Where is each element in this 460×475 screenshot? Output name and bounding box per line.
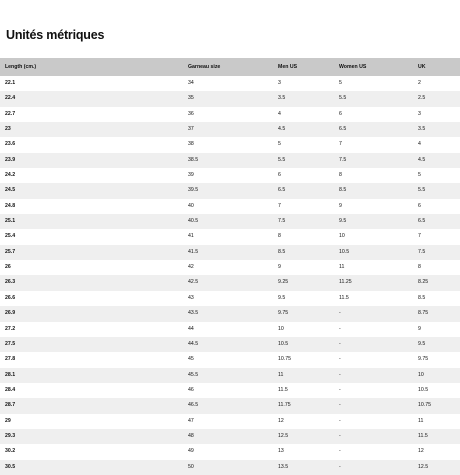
cell-length: 28.1 xyxy=(5,371,16,378)
cell-men-us: 6.5 xyxy=(278,187,286,194)
table-row xyxy=(0,122,460,137)
cell-length: 23.9 xyxy=(5,156,16,163)
cell-uk: 6 xyxy=(418,202,421,209)
cell-uk: 8.5 xyxy=(418,294,426,301)
cell-garneau-size: 37 xyxy=(188,126,194,133)
cell-uk: 4 xyxy=(418,141,421,148)
header-row xyxy=(0,58,460,76)
cell-length: 27.8 xyxy=(5,356,16,363)
cell-men-us: 10.75 xyxy=(278,356,291,363)
cell-garneau-size: 45 xyxy=(188,356,194,363)
cell-uk: 10.5 xyxy=(418,386,429,393)
table-row xyxy=(0,414,460,429)
cell-length: 29 xyxy=(5,417,11,424)
table-row xyxy=(0,352,460,367)
cell-length: 26.3 xyxy=(5,279,16,286)
table-row xyxy=(0,383,460,398)
cell-women-us: 9 xyxy=(339,202,342,209)
table-row xyxy=(0,306,460,321)
cell-length: 22.1 xyxy=(5,80,16,86)
table-row xyxy=(0,229,460,244)
cell-garneau-size: 45.5 xyxy=(188,371,199,378)
cell-length: 24.8 xyxy=(5,202,16,209)
cell-women-us: 6 xyxy=(339,110,342,117)
cell-length: 25.4 xyxy=(5,233,16,240)
cell-uk: 10 xyxy=(418,371,424,378)
cell-men-us: 12 xyxy=(278,417,284,424)
cell-garneau-size: 39 xyxy=(188,172,194,179)
cell-garneau-size: 42.5 xyxy=(188,279,199,286)
cell-garneau-size: 40 xyxy=(188,202,194,209)
size-conversion-table xyxy=(0,58,460,475)
cell-garneau-size: 49 xyxy=(188,448,194,455)
cell-garneau-size: 42 xyxy=(188,264,194,271)
cell-uk: 3 xyxy=(418,110,421,117)
cell-women-us: - xyxy=(339,371,341,378)
cell-uk: 11 xyxy=(418,417,424,424)
cell-women-us: - xyxy=(339,463,341,470)
cell-length: 24.5 xyxy=(5,187,16,194)
table-row xyxy=(0,275,460,290)
cell-length: 30.2 xyxy=(5,448,16,455)
cell-garneau-size: 44.5 xyxy=(188,340,199,347)
cell-length: 25.1 xyxy=(5,218,16,225)
cell-uk: 12.5 xyxy=(418,463,429,470)
cell-length: 28.4 xyxy=(5,386,16,393)
cell-garneau-size: 43 xyxy=(188,294,194,301)
cell-length: 26 xyxy=(5,264,11,271)
cell-women-us: 10 xyxy=(339,233,345,240)
cell-uk: 6.5 xyxy=(418,218,426,225)
cell-women-us: - xyxy=(339,310,341,317)
cell-garneau-size: 41.5 xyxy=(188,248,199,255)
cell-men-us: 4.5 xyxy=(278,126,286,133)
table-row xyxy=(0,76,460,91)
cell-men-us: 12.5 xyxy=(278,432,289,439)
header-women-us: Women US xyxy=(334,58,413,76)
cell-length: 25.7 xyxy=(5,248,16,255)
table-row xyxy=(0,214,460,229)
cell-men-us: 9.25 xyxy=(278,279,289,286)
cell-length: 29.3 xyxy=(5,432,16,439)
cell-women-us: 11.25 xyxy=(339,279,352,286)
cell-garneau-size: 44 xyxy=(188,325,194,332)
cell-garneau-size: 48 xyxy=(188,432,194,439)
cell-women-us: 6.5 xyxy=(339,126,347,133)
cell-length: 27.5 xyxy=(5,340,16,347)
cell-length: 23.6 xyxy=(5,141,16,148)
cell-uk: 5 xyxy=(418,172,421,179)
cell-garneau-size: 47 xyxy=(188,417,194,424)
cell-men-us: 3.5 xyxy=(278,95,286,102)
cell-garneau-size: 34 xyxy=(188,80,194,86)
cell-men-us: 13.5 xyxy=(278,463,289,470)
cell-women-us: - xyxy=(339,448,341,455)
table-row xyxy=(0,137,460,152)
page-title: Unités métriques xyxy=(6,28,105,42)
cell-uk: 8.25 xyxy=(418,279,429,286)
cell-uk: 8 xyxy=(418,264,421,271)
cell-uk: 3.5 xyxy=(418,126,426,133)
table-row xyxy=(0,245,460,260)
cell-garneau-size: 35 xyxy=(188,95,194,102)
table-row xyxy=(0,337,460,352)
cell-uk: 8.75 xyxy=(418,310,429,317)
cell-length: 24.2 xyxy=(5,172,16,179)
cell-uk: 9.75 xyxy=(418,356,429,363)
cell-garneau-size: 39.5 xyxy=(188,187,199,194)
header-length: Length (cm.) xyxy=(0,58,183,76)
table-body xyxy=(0,76,460,475)
table-row xyxy=(0,107,460,122)
cell-men-us: 4 xyxy=(278,110,281,117)
cell-length: 26.9 xyxy=(5,310,16,317)
cell-length: 30.5 xyxy=(5,463,16,470)
table-row xyxy=(0,153,460,168)
cell-garneau-size: 43.5 xyxy=(188,310,199,317)
cell-length: 22.4 xyxy=(5,95,16,102)
table-row xyxy=(0,91,460,106)
cell-length: 23 xyxy=(5,126,11,133)
cell-uk: 7 xyxy=(418,233,421,240)
table-row xyxy=(0,183,460,198)
table-row xyxy=(0,199,460,214)
cell-uk: 11.5 xyxy=(418,432,428,439)
cell-women-us: 8 xyxy=(339,172,342,179)
cell-uk: 5.5 xyxy=(418,187,426,194)
cell-men-us: 13 xyxy=(278,448,284,455)
cell-men-us: 7.5 xyxy=(278,218,286,225)
cell-women-us: - xyxy=(339,402,341,409)
table-row xyxy=(0,398,460,413)
cell-men-us: 10 xyxy=(278,325,284,332)
cell-length: 27.2 xyxy=(5,325,16,332)
cell-length: 28.7 xyxy=(5,402,16,409)
table-row xyxy=(0,322,460,337)
cell-uk: 2.5 xyxy=(418,95,426,102)
table-row xyxy=(0,168,460,183)
cell-garneau-size: 40.5 xyxy=(188,218,199,225)
cell-women-us: 9.5 xyxy=(339,218,347,225)
cell-uk: 9.5 xyxy=(418,340,426,347)
table-row xyxy=(0,429,460,444)
cell-garneau-size: 41 xyxy=(188,233,194,240)
cell-men-us: 9.5 xyxy=(278,294,286,301)
cell-women-us: - xyxy=(339,417,341,424)
cell-men-us: 8 xyxy=(278,233,281,240)
cell-uk: 7.5 xyxy=(418,248,426,255)
cell-women-us: 11 xyxy=(339,264,345,271)
cell-uk: 12 xyxy=(418,448,424,455)
table-row xyxy=(0,260,460,275)
cell-women-us: 11.5 xyxy=(339,294,349,301)
cell-garneau-size: 38.5 xyxy=(188,156,199,163)
cell-men-us: 10.5 xyxy=(278,340,289,347)
cell-men-us: 11 xyxy=(278,371,284,378)
cell-women-us: 5 xyxy=(339,80,342,86)
cell-men-us: 8.5 xyxy=(278,248,286,255)
cell-women-us: 8.5 xyxy=(339,187,347,194)
cell-garneau-size: 36 xyxy=(188,110,194,117)
cell-length: 26.6 xyxy=(5,294,16,301)
cell-women-us: - xyxy=(339,325,341,332)
cell-uk: 9 xyxy=(418,325,421,332)
cell-women-us: 10.5 xyxy=(339,248,350,255)
table-row xyxy=(0,444,460,459)
cell-garneau-size: 50 xyxy=(188,463,194,470)
header-men-us: Men US xyxy=(273,58,334,76)
table-row xyxy=(0,460,460,475)
cell-uk: 2 xyxy=(418,80,421,86)
table-row xyxy=(0,291,460,306)
cell-men-us: 9 xyxy=(278,264,281,271)
cell-women-us: 7.5 xyxy=(339,156,347,163)
cell-garneau-size: 38 xyxy=(188,141,194,148)
cell-men-us: 5 xyxy=(278,141,281,148)
cell-women-us: 5.5 xyxy=(339,95,347,102)
table-row xyxy=(0,368,460,383)
cell-garneau-size: 46.5 xyxy=(188,402,199,409)
cell-men-us: 9.75 xyxy=(278,310,289,317)
cell-women-us: - xyxy=(339,340,341,347)
cell-men-us: 5.5 xyxy=(278,156,286,163)
cell-women-us: - xyxy=(339,432,341,439)
cell-men-us: 6 xyxy=(278,172,281,179)
cell-length: 22.7 xyxy=(5,110,16,117)
cell-uk: 4.5 xyxy=(418,156,426,163)
cell-men-us: 11.75 xyxy=(278,402,291,409)
cell-men-us: 7 xyxy=(278,202,281,209)
cell-men-us: 3 xyxy=(278,80,281,86)
cell-women-us: 7 xyxy=(339,141,342,148)
cell-garneau-size: 46 xyxy=(188,386,194,393)
cell-men-us: 11.5 xyxy=(278,386,288,393)
cell-uk: 10.75 xyxy=(418,402,431,409)
cell-women-us: - xyxy=(339,386,341,393)
cell-women-us: - xyxy=(339,356,341,363)
header-garneau-size: Garneau size xyxy=(183,58,273,76)
header-uk: UK xyxy=(413,58,460,76)
